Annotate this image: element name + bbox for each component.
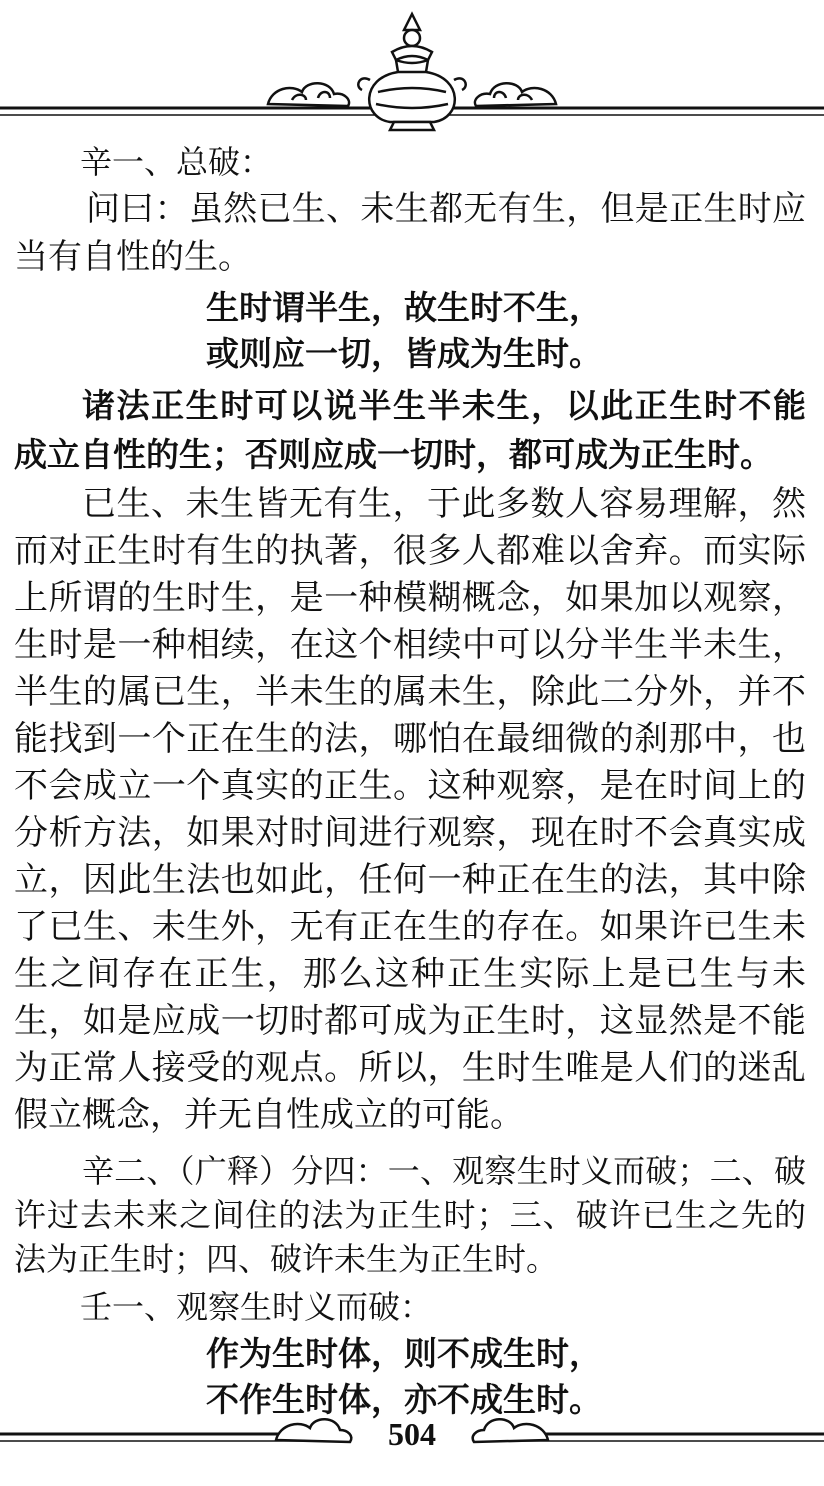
root-verse <box>14 285 806 377</box>
verse-line: 作为生时体，则不成生时， <box>206 1334 602 1373</box>
commentary-paragraph: 已生、未生皆无有生，于此多数人容易理解，然而对正生时有生的执著，很多人都难以舍弃。而实际上所谓的生时生，是一种模糊概念，如果加以观察，生时是一种相续，在这个相续中可以分半生半未生，半生的属已生，半未生的属未生，除此二分外，并不能找到一个正在生的法，哪怕在最细微的刹那中，也不会成立一个真实的正生。这种观察，是在时间上的分析方法，如果对时间进行观察，现在时不会真实成立，因此生法也如此，任何一种正在生的法，其中除了已生、未生外，无有正在生的存在。如果许已生未生之间存在正生，那么这种正生实际上是已生与未生，如是应成一切时都可成为正生时，这显然是不能为正常人接受的观点。所以，生时生唯是人们的迷乱假立概念，并无自性成立的可能。 <box>14 484 806 1135</box>
section-heading: 辛一、总破： <box>80 143 273 181</box>
verse-line: 或则应一切，皆成为生时。 <box>206 334 602 373</box>
subsection-heading: 壬一、观察生时义而破： <box>80 1288 433 1326</box>
verse-explanation: 诸法正生时可以说半生半未生，以此正生时不能成立自性的生；否则应成一切时，都可成为正生时。 <box>14 386 806 474</box>
verse-line: 不作生时体，亦不成生时。 <box>206 1380 602 1419</box>
left-cloud-icon <box>268 83 349 106</box>
right-cloud-icon <box>475 83 556 106</box>
page-number: 504 <box>388 1416 436 1452</box>
verse-line: 生时谓半生，故生时不生， <box>206 288 602 327</box>
section-outline: 辛二、（广释）分四：一、观察生时义而破；二、破许过去未来之间住的法为正生时；三、破许已生之先的法为正生时；四、破许未生为正生时。 <box>14 1152 806 1278</box>
treasure-vase-icon <box>358 14 465 130</box>
page-body <box>14 140 806 1423</box>
question-paragraph: 问曰：虽然已生、未生都无有生，但是正生时应当有自性的生。 <box>14 189 806 277</box>
header-ornament <box>0 0 824 135</box>
